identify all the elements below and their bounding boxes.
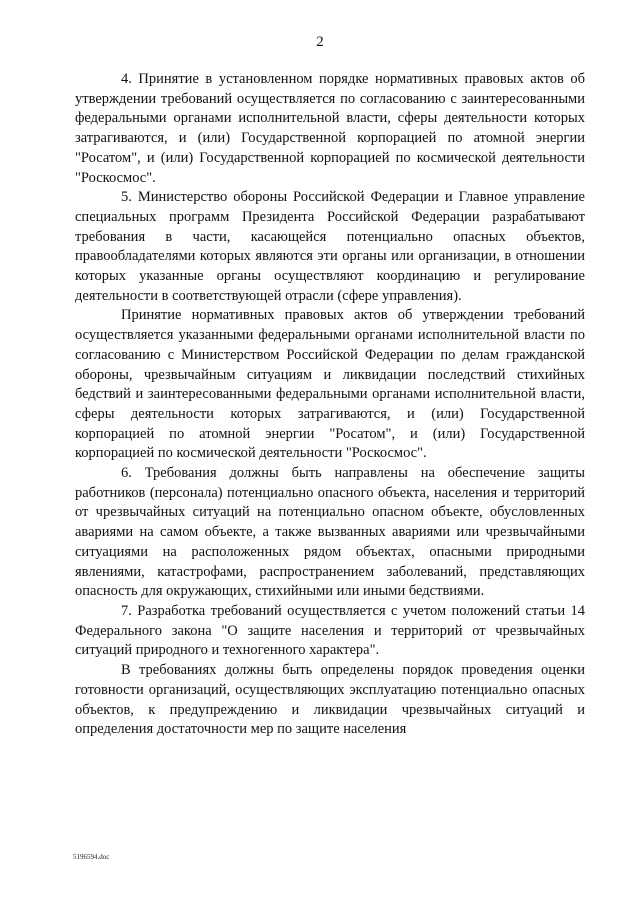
- paragraph-item-7: 7. Разработка требований осуществляется с учетом положений статьи 14 Федерального закона "О защите населения и территорий от чрезвычайных ситуаций природного и техногенного характера".: [75, 602, 585, 659]
- document-body: [75, 70, 585, 740]
- paragraph-item-6: 6. Требования должны быть направлены на обеспечение защиты работников (персонала) потенциально опасного объекта, населения и территорий от чрезвычайных ситуаций на потенциально опасном объекте, обусловленных авариями на самом объекте, а также вызванных авариями или чрезвычайными ситуациями на расположенных рядом объектах, опасными природными явлениями, катастрофами, распространением заболеваний, представляющих опасность для окружающих, стихийными или иными бедствиями.: [75, 465, 585, 600]
- paragraph-approval: Принятие нормативных правовых актов об утверждении требований осуществляется указанными федеральными органами исполнительной власти по согласованию с Министерством Российской Федерации по делам гражданской обороны, чрезвычайным ситуациям и ликвидации последствий стихийных бедствий и заинтересованными федеральными органами исполнительной власти, сферы деятельности которых затрагиваются, и (или) Государственной корпорацией по атомной энергии "Росатом", и (или) Государственной корпорацией по космической деятельности "Роскосмос".: [75, 307, 585, 462]
- page-number: 2: [316, 34, 324, 50]
- paragraph-item-5: 5. Министерство обороны Российской Федерации и Главное управление специальных программ Президента Российской Федерации разрабатывают требования в части, касающейся потенциально опасных объектов, правообладателями которых являются эти органы или организации, в отношении которых указанные органы осуществляют координацию и регулирование деятельности в соответствующей отрасли (сфере управления).: [75, 189, 585, 304]
- paragraph-requirements: В требованиях должны быть определены порядок проведения оценки готовности организаций, осуществляющих эксплуатацию потенциально опасных объектов, к предупреждению и ликвидации чрезвычайных ситуаций и определения достаточности мер по защите населения: [75, 662, 585, 738]
- paragraph-item-4: 4. Принятие в установленном порядке нормативных правовых актов об утверждении требований осуществляется по согласованию с заинтересованными федеральными органами исполнительной власти, сферы деятельности которых затрагиваются, и (или) Государственной корпорацией по атомной энергии "Росатом", и (или) Государственной корпорацией по космической деятельности "Роскосмос".: [75, 71, 585, 186]
- footer-filename: 5196594.doc: [73, 853, 110, 861]
